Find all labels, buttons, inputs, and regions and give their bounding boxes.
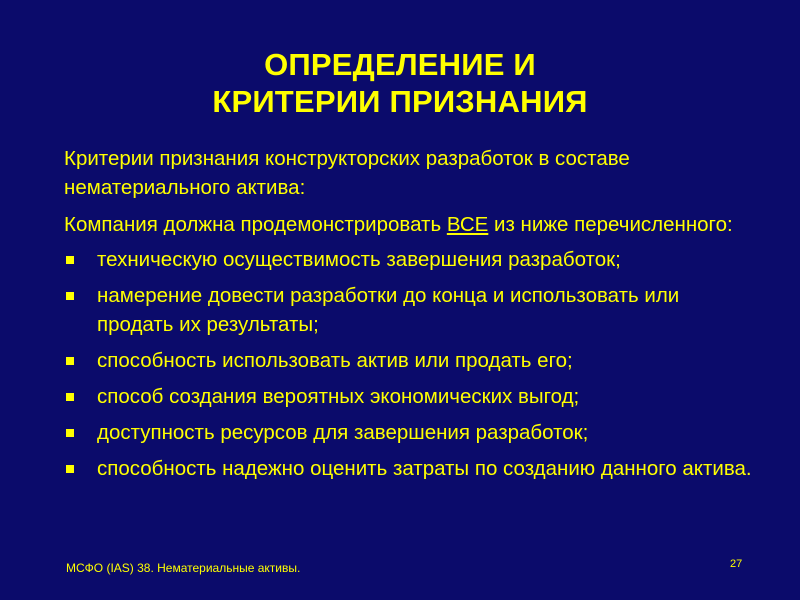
requirement-text (64, 210, 754, 239)
square-bullet-icon (66, 393, 74, 401)
list-item-text: способность использовать актив или продать его; (97, 349, 573, 372)
slide-title (0, 46, 800, 120)
square-bullet-icon (66, 292, 74, 300)
list-item-text: способность надежно оценить затраты по созданию данного актива. (97, 457, 752, 480)
slide-body (64, 144, 754, 490)
square-bullet-icon (66, 256, 74, 264)
criteria-list (64, 245, 754, 483)
title-line-1: ОПРЕДЕЛЕНИЕ И (264, 47, 536, 82)
square-bullet-icon (66, 429, 74, 437)
list-item (64, 281, 754, 339)
list-item-text: доступность ресурсов для завершения разработок; (97, 421, 589, 444)
list-item (64, 454, 754, 483)
slide-footer: МСФО (IAS) 38. Нематериальные активы. (66, 561, 301, 575)
list-item (64, 245, 754, 274)
requirement-emphasis: ВСЕ (446, 213, 489, 236)
title-line-2: КРИТЕРИИ ПРИЗНАНИЯ (212, 84, 588, 119)
square-bullet-icon (66, 465, 74, 473)
requirement-after: из ниже перечисленного: (488, 213, 733, 236)
list-item (64, 382, 754, 411)
list-item (64, 418, 754, 447)
square-bullet-icon (66, 357, 74, 365)
intro-text: Критерии признания конструкторских разработок в составе нематериального актива: (64, 147, 630, 199)
list-item-text: намерение довести разработки до конца и использовать или продать их результаты; (97, 284, 680, 336)
list-item-text: техническую осуществимость завершения разработок; (97, 248, 621, 271)
list-item-text: способ создания вероятных экономических выгод; (97, 385, 580, 408)
requirement-before: Компания должна продемонстрировать (64, 213, 447, 236)
page-number: 27 (730, 558, 743, 570)
list-item (64, 346, 754, 375)
